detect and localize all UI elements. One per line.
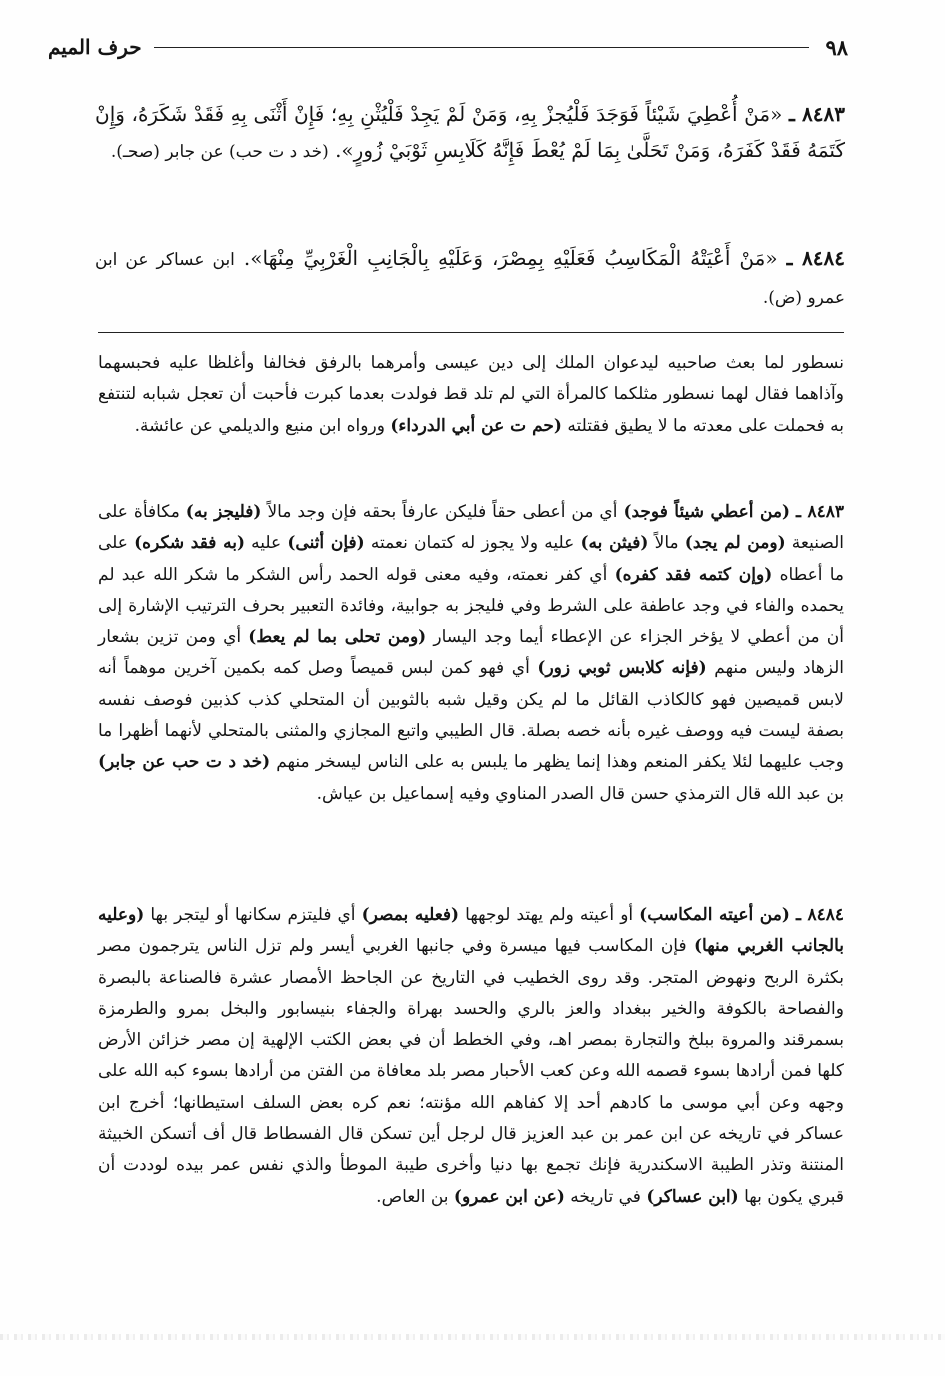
commentary-phrase: (من أعطي شيئاً فوجد) xyxy=(623,502,791,522)
commentary-text: بن عبد الله قال الترمذي حسن قال الصدر المناوي وفيه إسماعيل بن عياش. xyxy=(316,783,844,804)
commentary-phrase: (من أعيته المكاسب) xyxy=(639,905,790,925)
commentary-8484 xyxy=(98,900,844,1213)
hadith-text: «مَنْ أُعْطِيَ شَيْئاً فَوَجَدَ فَلْيُجزْ بِهِ، وَمَنْ لَمْ يَجِدْ فَلْيُثْنِ بِهِ؛ فَإِنْ أَثْنَى بِهِ فَقَدْ شَكَرَهُ، وَإِنْ كَتَمَهُ فَقَدْ كَفَرَهُ، وَمَنْ تَحَلَّىٰ بِمَا لَمْ يُعْطَ فَإِنَّهُ كَلَابِسِ ثَوْبَيْ زُورٍ». xyxy=(95,102,845,162)
hadith-source: (خد د ت حب) عن جابر (صحـ). xyxy=(110,142,329,162)
hadith-number: ٨٤٨٤ ـ xyxy=(786,246,846,270)
commentary-phrase: (فإن أثنى) xyxy=(287,533,365,554)
commentary-phrase: (وإن كتمه فقد كفره) xyxy=(614,564,773,585)
commentary-text: أي فليتزم سكانها أو ليتجر بها xyxy=(150,905,356,925)
commentary-phrase: (وعليه بالجانب الغربي منها) xyxy=(98,905,845,957)
commentary-text: أي من أعطى حقاً فليكن عارفاً بحقه فإن وجد مالاً xyxy=(267,502,618,522)
commentary-citation: (عن ابن عمرو) xyxy=(453,1186,565,1207)
commentary-text: بن العاص. xyxy=(376,1186,449,1207)
commentary-text: أي فهو كمن لبس قميصاً وصل كمه بكمين آخرين موهماً أنه لابس قميصين فهو كالكاذب القائل ما لم يكن وقيل شبه بالثوبين أن المتحلي كذب كذبين فوصف نفسه بصفة ليست فيه ووصف غيره بأنه خصه بصلة. قال الطيبي واتبع المجازي والمثنى بالمتحلي لأنهما أظهرا ما وجب عليهما لئلا يكفر المنعم وهذا إنما يظهر ما يلبس به على الناس ليسخر منهم xyxy=(98,658,845,773)
commentary-text: أو أعيته ولم يهتد لوجهها xyxy=(465,905,634,925)
commentary-text: في تاريخه xyxy=(570,1186,641,1207)
commentary-text: عليه xyxy=(251,533,282,554)
page-number: ٩٨ xyxy=(825,34,848,60)
commentary-text: عليه ولا يجوز له كتمان نعمته xyxy=(370,533,575,554)
hadith-8484 xyxy=(95,240,845,316)
commentary-phrase: (ومن تحلى بما لم يعط) xyxy=(248,627,427,648)
commentary-text: مالاً xyxy=(654,533,679,554)
hadith-source: ابن عساكر عن ابن عمرو (ض). xyxy=(95,250,845,308)
scan-artifact-line xyxy=(0,1334,945,1340)
commentary-text: نسطور لما بعث صاحبيه ليدعوان الملك إلى دين عيسى وأمرهما بالرفق فخالفا وأغلظا عليه فحبسهما وآذاهما فقال لهما نسطور مثلكما كالمرأة التي لم تلد قط فولدت بعدما كبرت فأحبت أن تعجل شبابه لتنتفع به فحملت على معدته ما لا يطيق فقتلته xyxy=(98,353,844,436)
commentary-phrase: (فليجز به) xyxy=(185,502,262,522)
commentary-citation: (ابن عساكر) xyxy=(646,1186,739,1207)
hadith-text: «مَنْ أَعْيَتْهُ الْمَكَاسِبُ فَعَلَيْهِ بِمِصْرَ، وَعَلَيْهِ بِالْجَانِبِ الْغَرْبِيِّ مِنْهَا». xyxy=(243,246,778,270)
commentary-citation: (حم ت عن أبي الدرداء) xyxy=(390,415,562,436)
commentary-number: ٨٤٨٤ ـ xyxy=(795,905,845,925)
commentary-phrase: (ومن لم يجد) xyxy=(684,533,786,554)
commentary-phrase: (به فقد شكره) xyxy=(134,533,245,554)
commentary-8483 xyxy=(98,497,844,810)
commentary-phrase: (فإنه كلابس ثوبي زور) xyxy=(537,658,707,679)
page-header xyxy=(48,30,848,64)
commentary-continuation xyxy=(98,348,844,442)
commentary-text: مكافأة على الصنيعة xyxy=(98,502,845,554)
commentary-text: ورواه ابن منيع والديلمي عن عائشة. xyxy=(134,415,385,436)
commentary-text: فإن المكاسب فيها ميسرة وفي جانبها الغربي أيسر ولم تزل الناس يترجمون مصر بكثرة الربح ونهوض المتجر. وقد روى الخطيب في التاريخ عن الجاحظ الأمصار عشرة فالصناعة بالبصرة والفصاحة بالكوفة والخير ببغداد والعز بالري والحسد بهراة والجفاء بنيسابور والبخل بمرو والطرمزة بسمرقند والمروة ببلخ والتجارة بمصر اهـ، وفي الخطط أن في بعض الكتب الإلهية إن مصر خزائن الأرض كلها فمن أرادها بسوء قصمه الله وعن كعب الأحبار مصر بلد معافاة من الفتن من أرادها بسوء كبه الله على وجهه وعن أبي موسى ما كادهم أحد إلا كفاهم الله مؤنته؛ نعم كره بعض السلف استيطانها؛ أخرج ابن عساكر في تاريخه عن ابن عمر بن عبد العزيز قال لرجل أين تسكن قال الفسطاط قال أف أتسكن الخبيثة المنتنة وتذر الطيبة الاسكندرية فإنك تجمع بها دنيا وأخرى طيبة الموطأ والذي نفس عمر بيده لوددت أن قبري يكون بها xyxy=(98,936,844,1207)
commentary-phrase: (فعليه بمصر) xyxy=(361,905,460,925)
commentary-citation: (خد د ت حب عن جابر) xyxy=(98,752,271,773)
hadith-number: ٨٤٨٣ ـ xyxy=(788,102,846,126)
commentary-text: أي كفر نعمته، وفيه معنى قوله الحمد رأس الشكر ما شكر الله عبد لم يحمده والفاء في وجد عاطفة على الشرط وفي فليجز به جوابية، وفائدة التعبير بحرف الترتيب الإشارة إلى أن من أعطي لا يؤخر الجزاء عن الإعطاء أيما وجد اليسار xyxy=(98,564,844,648)
commentary-text: على ما أعطاه xyxy=(98,533,845,585)
header-rule xyxy=(154,47,810,48)
commentary-phrase: (فيثن به) xyxy=(580,533,649,554)
hadith-8483 xyxy=(95,96,845,170)
commentary-number: ٨٤٨٣ ـ xyxy=(796,502,845,522)
chapter-title: حرف الميم xyxy=(48,35,142,59)
footnote-divider xyxy=(98,332,844,333)
commentary-text: أي ومن تزين بشعار الزهاد وليس منهم xyxy=(98,627,845,679)
